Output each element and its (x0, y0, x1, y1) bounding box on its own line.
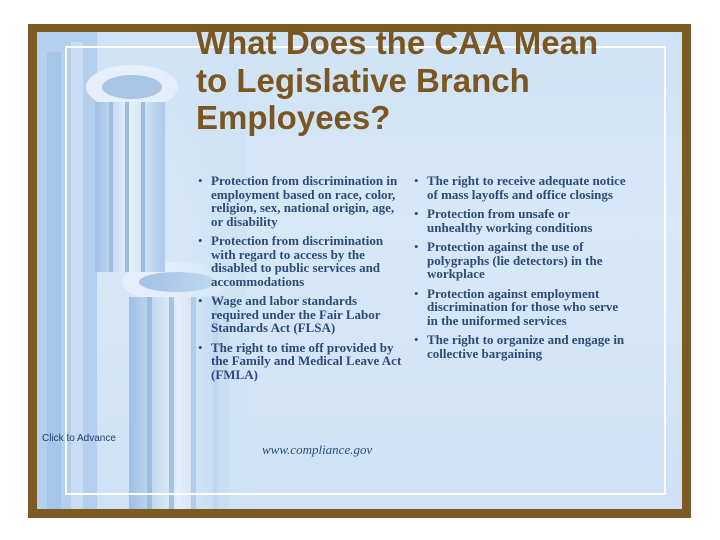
list-item: • Protection against the use of polygraphs (lie detectors) in the workplace (414, 239, 603, 282)
click-to-advance-button[interactable]: Click to Advance (42, 433, 116, 444)
bullet-icon: • (414, 173, 419, 188)
bullet-icon: • (414, 285, 419, 301)
bullet-icon: • (198, 173, 203, 188)
list-item: • The right to time off provided by the Family and Medical Leave Act (FMLA) (198, 339, 402, 382)
list-item: • The right to organize and engage in collective bargaining (414, 332, 625, 361)
list-item: • Protection from discrimination with regard to access by the disabled to public services and accommodations (198, 233, 384, 289)
bullet-icon: • (198, 293, 203, 309)
list-item: • The right to receive adequate notice of mass layoffs and office closings (414, 173, 626, 202)
list-item: • Protection against employment discrimination for those who serve in the uniformed services (414, 285, 619, 328)
slide-title: What Does the CAA Mean to Legislative Branch Employees? (196, 24, 599, 137)
list-item: • Wage and labor standards required under the Fair Labor Standards Act (FLSA) (198, 293, 381, 336)
list-item: • Protection from unsafe or unhealthy working conditions (414, 206, 593, 235)
list-item: • Protection from discrimination in employment based on race, color, religion, sex, national origin, age, or disability (198, 173, 398, 229)
bullet-list-right (412, 174, 626, 366)
bullet-icon: • (414, 332, 419, 348)
bullet-icon: • (414, 206, 419, 222)
bullet-icon: • (414, 239, 419, 255)
footer-url: www.compliance.gov (262, 442, 373, 457)
bullet-list-left (196, 174, 402, 387)
bullet-icon: • (198, 233, 203, 249)
bullet-icon: • (198, 339, 203, 355)
